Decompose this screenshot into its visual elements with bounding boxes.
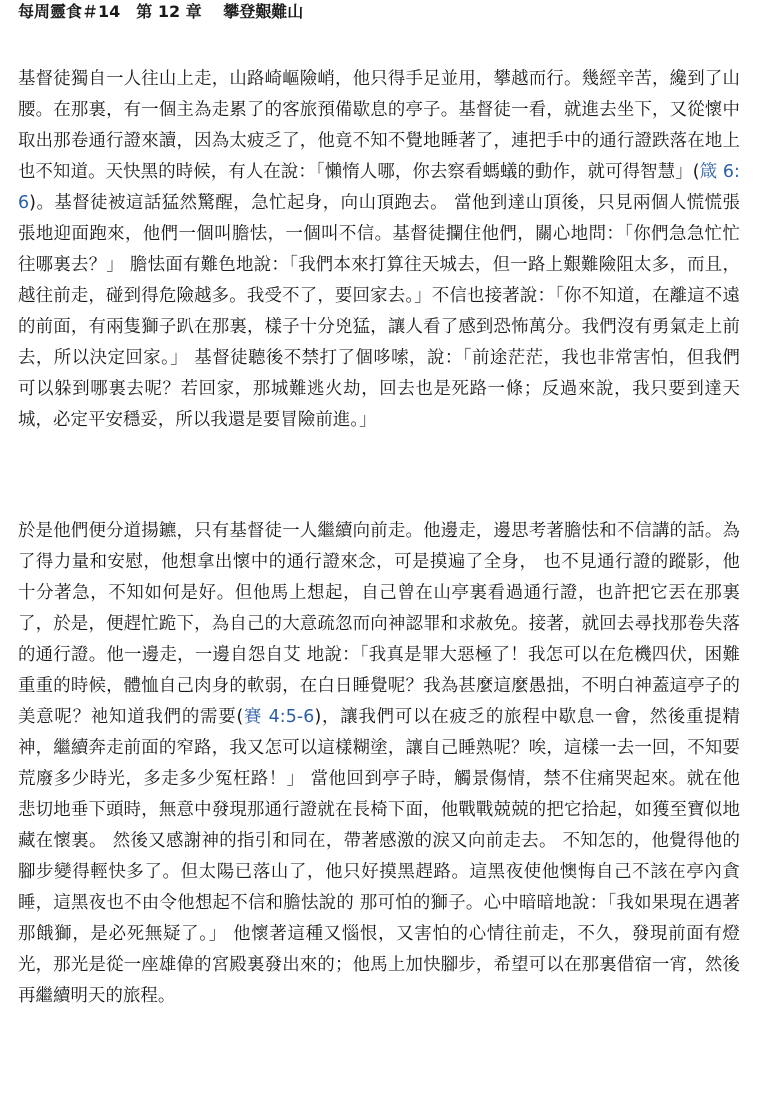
scripture-reference-link[interactable]: 賽 4:5-6 <box>243 707 315 727</box>
paragraph-2 <box>18 516 740 1012</box>
page-title: 每周靈食＃14 第 12 章 攀登艱難山 <box>18 2 304 21</box>
scripture-reference-link[interactable]: 箴 6:6 <box>18 162 741 213</box>
paragraph-2-text-a: 於是他們便分道揚鑣，只有基督徒一人繼續向前走。他邊走，邊思考著膽怯和不信講的話。為了得力量和安慰，他想拿出懷中的通行證來念，可是摸遍了全身， 也不見通行證的蹤影，他十分著急，不知如何是好。但他馬上想起，自己曾在山亭裏看過通行證，也許把它丟在那裏了，於是，便趕忙跪下，為自己的大意疏忽而向神認罪和求赦免。接著，就回去尋找那卷失落的通行證。他一邊走，一邊自怨自艾 地說：「我真是罪大惡極了！我怎可以在危機四伏，困難重重的時候，體恤自己肉身的軟弱，在白日睡覺呢？我為甚麼這麼愚拙，不明白神蓋這亭子的美意呢？祂知道我們的需要( <box>18 521 740 727</box>
paragraph-1 <box>18 64 740 436</box>
paragraph-2-text-b: )，讓我們可以在疲乏的旅程中歇息一會，然後重提精神，繼續奔走前面的窄路，我又怎可以這樣糊塗，讓自己睡熟呢？唉，這樣一去一回，不知要荒廢多少時光，多走多少冤枉路！」 當他回到亭子時，觸景傷情，禁不住痛哭起來。就在他悲切地垂下頭時，無意中發現那通行證就在長椅下面，他戰戰兢兢的把它拾起，如獲至寶似地藏在懷裏。 然後又感謝神的指引和同在，帶著感激的淚又向前走去。 不知怎的，他覺得他的腳步變得輕快多了。但太陽已落山了，他只好摸黑趕路。這黑夜使他懊悔自己不該在亭內貪睡，這黑夜也不由令他想起不信和膽怯說的 那可怕的獅子。心中暗暗地說：「我如果現在遇著那餓獅，是必死無疑了。」 他懷著這種又惱恨，又害怕的心情往前走，不久，發現前面有燈光，那光是從一座雄偉的宮殿裏發出來的；他馬上加快腳步，希望可以在那裏借宿一宵，然後再繼續明天的旅程。 <box>18 707 741 1006</box>
paragraph-1-text-b: )。基督徒被這話猛然驚醒，急忙起身，向山頂跑去。 當他到達山頂後，只見兩個人慌慌張張地迎面跑來，他們一個叫膽怯，一個叫不信。基督徒攔住他們，關心地問：「你們急急忙忙往哪裏去？」 膽怯面有難色地說：「我們本來打算往天城去，但一路上艱難險阻太多，而且，越往前走，碰到得危險越多。我受不了，要回家去。」不信也接著說：「你不知道，在離這不遠的前面，有兩隻獅子趴在那裏，樣子十分兇猛，讓人看了感到恐怖萬分。我們沒有勇氣走上前去，所以決定回家。」 基督徒聽後不禁打了個哆嗦，說：「前途茫茫，我也非常害怕，但我們可以躲到哪裏去呢？若回家，那城難逃火劫，回去也是死路一條；反過來說，我只要到達天城，必定平安穩妥，所以我還是要冒險前進。」 <box>18 193 740 430</box>
paragraph-1-text-a: 基督徒獨自一人往山上走，山路崎嶇險峭，他只得手足並用，攀越而行。幾經辛苦，纔到了山腰。在那裏，有一個主為走累了的客旅預備歇息的亭子。基督徒一看，就進去坐下，又從懷中取出那卷通行證來讀，因為太疲乏了，他竟不知不覺地睡著了，連把手中的通行證跌落在地上也不知道。天快黑的時候，有人在說：「懶惰人哪，你去察看螞蟻的動作，就可得智慧」( <box>18 69 740 182</box>
